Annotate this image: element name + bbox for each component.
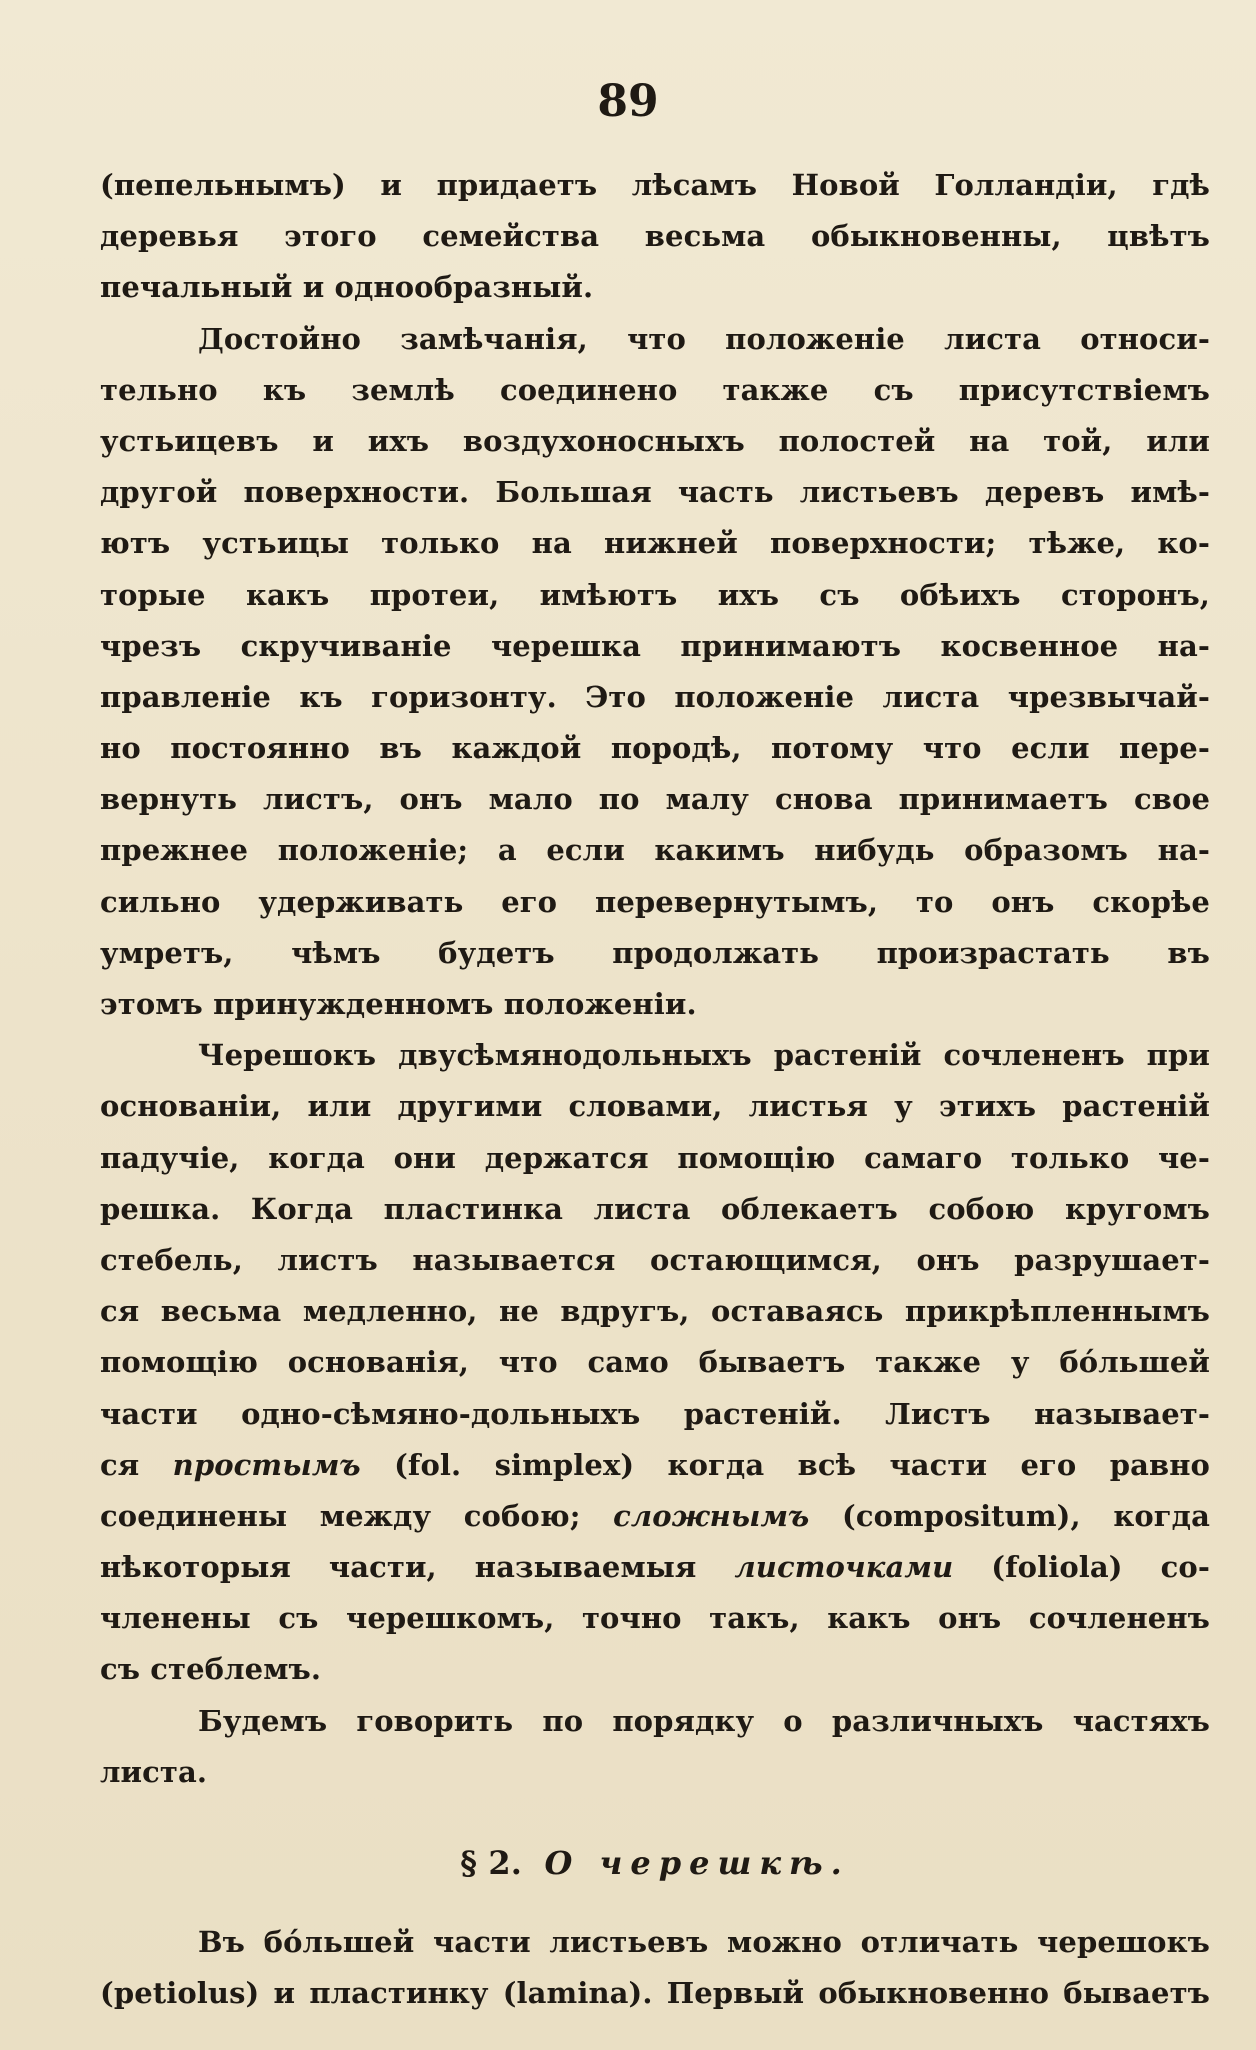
text-line: сильно удерживать его перевернутымъ, то онъ скорѣе [100,884,1210,919]
section-heading [100,1838,1210,1889]
text-line: (petiolus) и пластинку (lamina). Первый обыкновенно бываетъ [100,1976,1210,2011]
text-line: падучіе, когда они держатся помощію самаго только че- [100,1140,1210,1175]
text-line: торые какъ протеи, имѣютъ ихъ съ обѣихъ сторонъ, [100,577,1210,612]
page-number: 89 [597,76,659,127]
term-compound: сложнымъ [613,1498,810,1533]
term-simple: простымъ [172,1447,361,1482]
text-line: тельно къ землѣ соединено также съ присутствіемъ [100,372,1210,407]
text-line: основаніи, или другими словами, листья у этихъ растеній [100,1089,1210,1124]
text-line: решка. Когда пластинка листа облекаетъ собою кругомъ [100,1191,1210,1226]
text-line: чрезъ скручиваніе черешка принимаютъ косвенное на- [100,628,1210,663]
text-line: умретъ, чѣмъ будетъ продолжать произрастать въ [100,935,1210,970]
term-leaflets: листочками [734,1550,954,1585]
text-line: но постоянно въ каждой породѣ, потому что если пере- [100,731,1210,766]
text-line: стебель, листъ называется остающимся, онъ разрушает- [100,1242,1210,1277]
text-line: части одно-сѣмяно-дольныхъ растеній. Листъ называет- [100,1396,1210,1431]
text-line: помощію основанія, что само бываетъ также у бóльшей [100,1345,1210,1380]
text-line: вернуть листъ, онъ мало по малу снова принимаетъ свое [100,782,1210,817]
text-line: съ стеблемъ. [100,1652,322,1687]
text-line: прежнее положеніе; а если какимъ нибудь образомъ на- [100,833,1210,868]
text-line: печальный и однообразный. [100,270,594,305]
text-line: деревья этого семейства весьма обыкновенны, цвѣтъ [100,219,1210,254]
text-line: листа. [100,1754,208,1789]
section-title: О черешкѣ. [544,1844,850,1882]
text-line: ся весьма медленно, не вдругъ, оставаясь прикрѣпленнымъ [100,1294,1210,1329]
text-line: соединены между собою; сложнымъ (compositum), когда [100,1498,1210,1533]
text-line: нѣкоторыя части, называемыя листочками (foliola) со- [100,1550,1210,1585]
text-line: этомъ принужденномъ положеніи. [100,987,697,1021]
text-line: другой поверхности. Большая часть листьевъ деревъ имѣ- [100,475,1210,510]
text-line: устьицевъ и ихъ воздухоносныхъ полостей на той, или [100,423,1210,458]
page-text [100,160,1210,2020]
section-number: § 2. [460,1844,522,1882]
text-line: ютъ устьицы только на нижней поверхности; тѣже, ко- [100,526,1210,561]
text-line: Достойно замѣчанія, что положеніе листа относи- [198,321,1210,356]
text-line: правленіе къ горизонту. Это положеніе листа чрезвычай- [100,679,1210,714]
text-line: Будемъ говорить по порядку о различныхъ частяхъ [198,1703,1210,1738]
text-line: ся простымъ (fol. simplex) когда всѣ части его равно [100,1447,1210,1482]
text-line: (пепельнымъ) и придаетъ лѣсамъ Новой Голландіи, гдѣ [100,168,1210,202]
text-line: Въ бóльшей части листьевъ можно отличать черешокъ [198,1925,1210,1960]
text-line: Черешокъ двусѣмянодольныхъ растеній сочлененъ при [198,1038,1210,1073]
text-line: членены съ черешкомъ, точно такъ, какъ онъ сочлененъ [100,1601,1210,1636]
